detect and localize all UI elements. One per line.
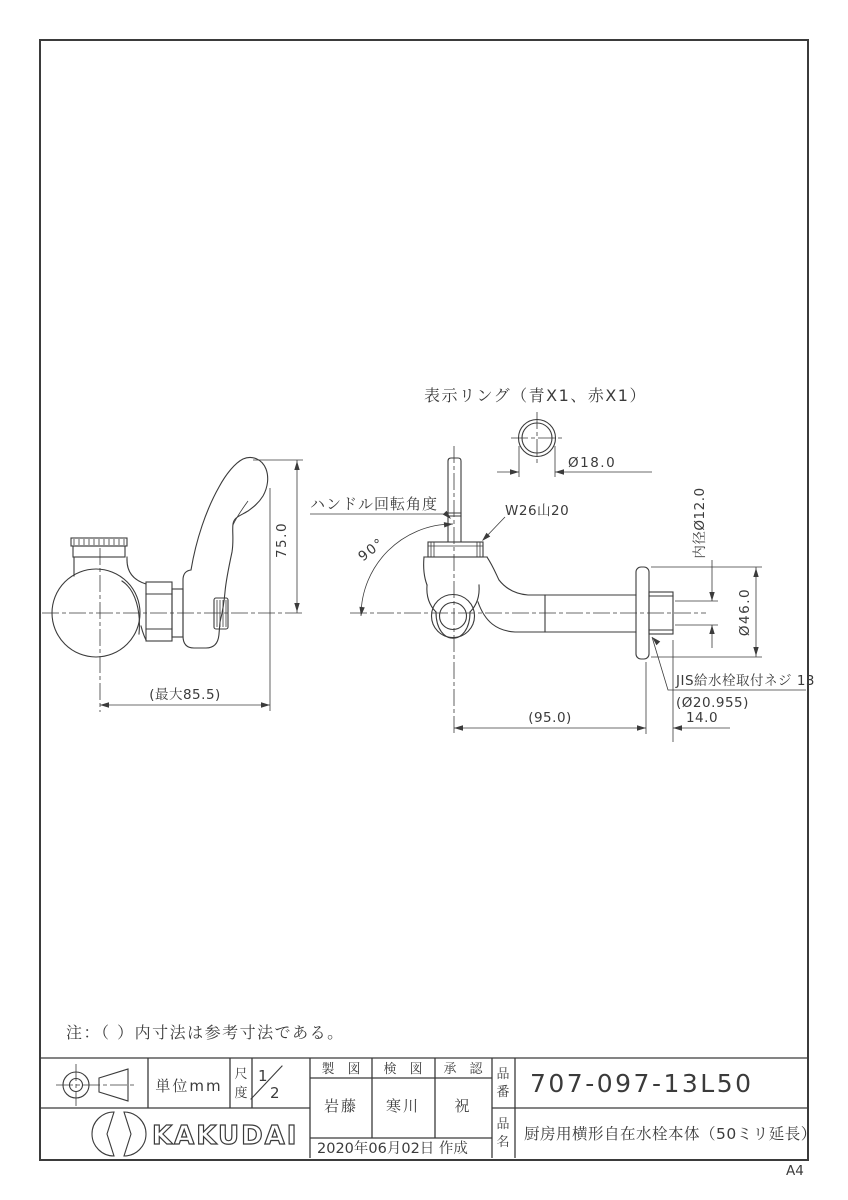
scale-label-char1: 尺 [234, 1067, 248, 1082]
part-number: 707-097-13L50 [530, 1069, 754, 1098]
sheet-border [40, 40, 808, 1160]
ring-dia-dim: Ø18.0 [568, 455, 617, 471]
wall-dim: (95.0) [528, 710, 572, 726]
jis-thread-label: JIS給水栓取付ネジ 13 [676, 673, 816, 689]
scale-denominator: 2 [270, 1084, 282, 1102]
approved-by: 祝 [454, 1097, 472, 1115]
ring-note-label: 表示リング（青X1、赤X1） [424, 386, 647, 405]
handle-angle-label: ハンドル回転角度 [310, 495, 439, 513]
part-name-label-char1: 品 [496, 1117, 510, 1132]
front-view [42, 457, 303, 712]
height-dim: 75.0 [274, 521, 290, 559]
scale-label-char2: 度 [234, 1086, 248, 1101]
max-width-dim: (最大85.5) [149, 687, 221, 703]
ring-detail-view [424, 386, 652, 477]
nipple-len-dim: 14.0 [685, 710, 719, 726]
approved-label: 承 認 [443, 1062, 483, 1077]
side-view [310, 446, 815, 742]
kakudai-mark-right-icon [124, 1112, 146, 1156]
drafted-by: 岩藤 [323, 1097, 359, 1115]
unit-label: 単位mm [155, 1077, 223, 1095]
handle-angle-dim: 90° [355, 534, 388, 565]
jis-thread-dia: (Ø20.955) [676, 695, 749, 711]
drafted-label: 製 図 [321, 1062, 361, 1077]
inner-dia-dim: 内径Ø12.0 [692, 487, 708, 559]
checked-label: 検 図 [383, 1062, 423, 1077]
checked-by: 寒川 [385, 1097, 421, 1115]
part-no-label-char1: 品 [496, 1067, 510, 1082]
paper-size-label: A4 [786, 1163, 804, 1179]
part-name-label-char2: 名 [496, 1135, 510, 1150]
kakudai-logo [92, 1112, 298, 1156]
brand-name: KAKUDAI [152, 1121, 299, 1151]
reference-note: 注：（ ）内寸法は参考寸法である。 [66, 1023, 345, 1042]
scale-numerator: 1 [258, 1067, 270, 1085]
created-date: 2020年06月02日 作成 [317, 1141, 468, 1157]
flange-dia-dim: Ø46.0 [737, 587, 753, 637]
part-no-label-char2: 番 [496, 1085, 510, 1100]
kakudai-mark-left-icon [92, 1112, 114, 1156]
part-name: 厨房用横形自在水栓本体（50ミリ延長） [524, 1125, 817, 1143]
thread-label: W26山20 [505, 503, 570, 519]
projection-symbol-icon [56, 1064, 136, 1106]
title-block [40, 1058, 817, 1158]
